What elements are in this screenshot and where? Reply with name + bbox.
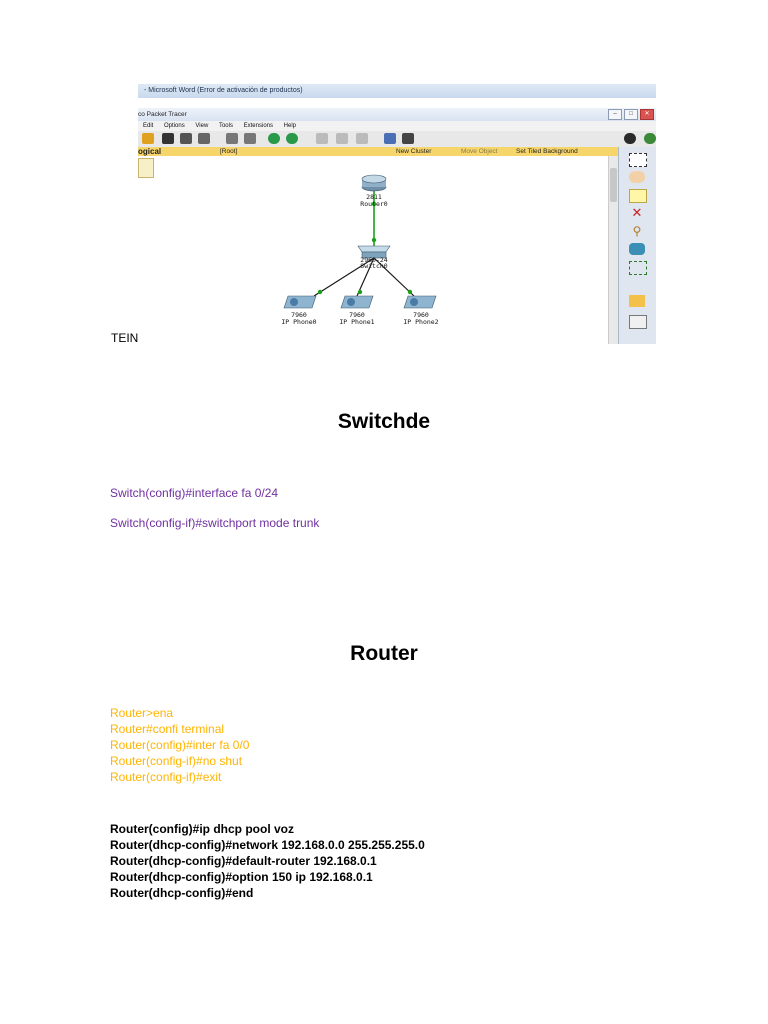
toolbar bbox=[138, 131, 656, 148]
router-name-label: Router0 bbox=[360, 200, 388, 208]
link-status-dot bbox=[318, 290, 322, 294]
common-tools-bar bbox=[618, 147, 656, 344]
root-breadcrumb[interactable]: [Root] bbox=[220, 148, 238, 155]
move-object-button[interactable]: Move Object bbox=[461, 148, 498, 155]
logical-tab[interactable]: ogical bbox=[138, 147, 162, 156]
add-complex-pdu-icon[interactable] bbox=[629, 315, 647, 329]
link-status-dot bbox=[408, 290, 412, 294]
phone2-model-label: 7960 bbox=[413, 311, 429, 319]
dhcp-command: Router(dhcp-config)#network 192.168.0.0 255.255.255.0 bbox=[110, 838, 425, 852]
router-command: Router(config)#inter fa 0/0 bbox=[110, 738, 250, 752]
add-simple-pdu-icon[interactable] bbox=[629, 295, 645, 307]
switch-heading: Switchde bbox=[337, 410, 431, 433]
paste-icon[interactable] bbox=[244, 133, 256, 144]
ip-phone-icon bbox=[284, 296, 316, 308]
workspace-bar bbox=[138, 147, 618, 156]
switch-command: Switch(config-if)#switchport mode trunk bbox=[110, 516, 320, 530]
dhcp-command: Router(dhcp-config)#end bbox=[110, 886, 254, 900]
menu-item-tools[interactable]: Tools bbox=[218, 123, 233, 129]
word-title-text: - Microsoft Word (Error de activación de productos) bbox=[144, 87, 303, 94]
help-icon[interactable] bbox=[644, 133, 656, 144]
zoom-out-icon[interactable] bbox=[356, 133, 368, 144]
menu-item-view[interactable]: View bbox=[195, 123, 209, 129]
router-command: Router#confi terminal bbox=[110, 722, 225, 736]
router-heading: Router bbox=[350, 642, 418, 665]
router-command: Router>ena bbox=[110, 706, 174, 720]
packet-tracer-title-text: co Packet Tracer bbox=[138, 111, 187, 118]
image-caption: TEIN bbox=[111, 331, 139, 345]
ip-phone-icon bbox=[404, 296, 436, 308]
dhcp-command: Router(config)#ip dhcp pool voz bbox=[110, 822, 294, 836]
info-icon[interactable] bbox=[624, 133, 636, 144]
menu-item-options[interactable]: Options bbox=[164, 123, 185, 129]
phone1-model-label: 7960 bbox=[349, 311, 365, 319]
menu-item-edit[interactable]: Edit bbox=[143, 123, 154, 129]
link-status-dot bbox=[372, 238, 376, 242]
ip-phone-icon bbox=[341, 296, 373, 308]
activity-wizard-icon[interactable] bbox=[198, 133, 210, 144]
switch-command: Switch(config)#interface fa 0/24 bbox=[110, 486, 279, 500]
phone2-name-label: IP Phone2 bbox=[403, 318, 439, 326]
custom-device-icon[interactable] bbox=[402, 133, 414, 144]
dhcp-command: Router(dhcp-config)#default-router 192.168.0.1 bbox=[110, 854, 377, 868]
palette-icon[interactable] bbox=[384, 133, 396, 144]
menu-item-help[interactable]: Help bbox=[283, 123, 297, 129]
note-tool-icon[interactable] bbox=[629, 189, 647, 203]
redo-icon[interactable] bbox=[286, 133, 298, 144]
router-icon bbox=[362, 175, 386, 191]
workspace-canvas[interactable] bbox=[138, 156, 608, 344]
inspect-icon[interactable]: ⚲ bbox=[632, 224, 642, 238]
window-controls bbox=[608, 109, 654, 120]
resize-shape-icon[interactable] bbox=[629, 261, 647, 275]
delete-icon[interactable]: ✕ bbox=[631, 205, 643, 220]
router-command: Router(config-if)#no shut bbox=[110, 754, 243, 768]
set-tiled-background-button[interactable]: Set Tiled Background bbox=[516, 148, 578, 155]
save-icon[interactable] bbox=[162, 133, 174, 144]
minimize-icon[interactable]: – bbox=[608, 109, 622, 120]
hand-icon[interactable] bbox=[629, 171, 645, 183]
router-model-label: 2811 bbox=[366, 193, 382, 201]
packet-tracer-title-bar bbox=[138, 108, 656, 121]
copy-icon[interactable] bbox=[226, 133, 238, 144]
phone0-name-label: IP Phone0 bbox=[281, 318, 317, 326]
print-icon[interactable] bbox=[180, 133, 192, 144]
menu-bar bbox=[138, 121, 656, 131]
select-icon[interactable] bbox=[629, 153, 647, 167]
packet-tracer-screenshot bbox=[138, 84, 656, 344]
switch-name-label: Switch0 bbox=[360, 262, 388, 270]
maximize-icon[interactable]: □ bbox=[624, 109, 638, 120]
phone0-model-label: 7960 bbox=[291, 311, 307, 319]
menu-item-extensions[interactable]: Extensions bbox=[243, 123, 273, 129]
zoom-in-icon[interactable] bbox=[316, 133, 328, 144]
new-cluster-button[interactable]: New Cluster bbox=[396, 148, 432, 155]
phone1-name-label: IP Phone1 bbox=[339, 318, 375, 326]
dhcp-command: Router(dhcp-config)#option 150 ip 192.168.0.1 bbox=[110, 870, 373, 884]
close-icon[interactable]: ✕ bbox=[640, 109, 654, 120]
open-folder-icon[interactable] bbox=[142, 133, 154, 144]
link-status-dot bbox=[358, 290, 362, 294]
undo-icon[interactable] bbox=[268, 133, 280, 144]
router-command: Router(config-if)#exit bbox=[110, 770, 222, 784]
draw-shape-icon[interactable] bbox=[629, 243, 645, 255]
word-title-bar bbox=[138, 84, 656, 98]
switch-model-label: 2960-24 bbox=[360, 256, 388, 264]
scrollbar-thumb[interactable] bbox=[610, 168, 617, 202]
zoom-reset-icon[interactable] bbox=[336, 133, 348, 144]
